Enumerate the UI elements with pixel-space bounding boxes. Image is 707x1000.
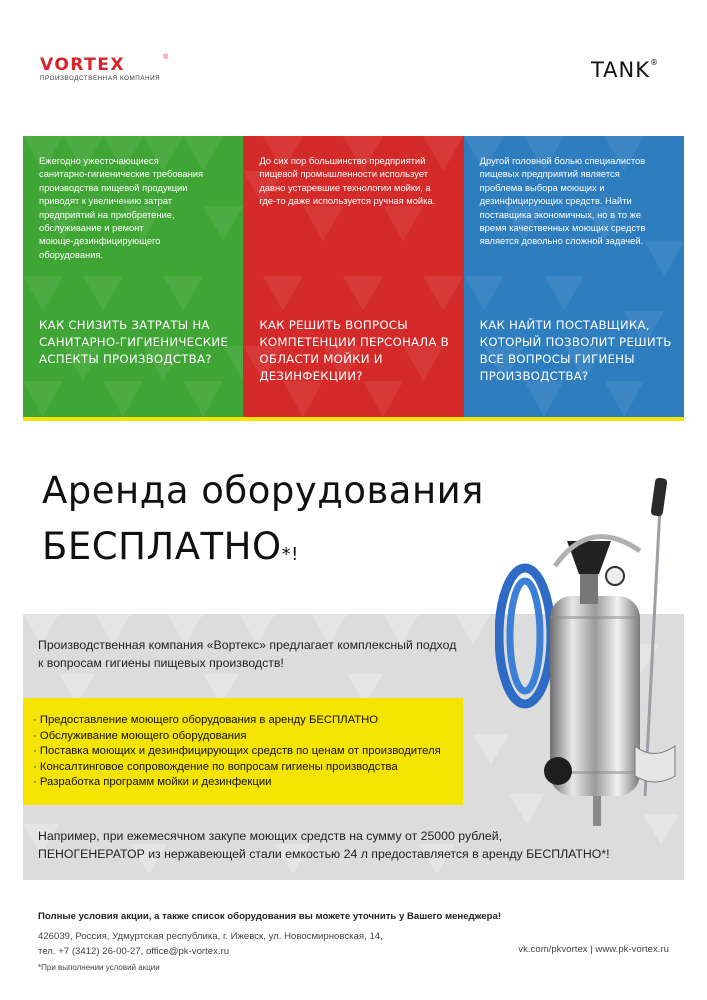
panel-competence xyxy=(243,136,463,417)
question-line: ДЕЗИНФЕКЦИИ? xyxy=(259,369,363,383)
intro-line: Производственная компания «Вортекс» предлагает комплексный подход xyxy=(38,638,457,652)
panel-competence-text xyxy=(259,154,449,208)
problem-panels xyxy=(23,136,684,417)
text-line: предприятий на приобретение, xyxy=(39,208,175,220)
text-line: Другой головной болью специалистов xyxy=(479,155,646,166)
footer-note: *При выполнении условий акции xyxy=(38,963,160,972)
panel-costs-question xyxy=(39,317,233,368)
panel-supplier-text xyxy=(480,154,670,248)
headline-line-2 xyxy=(42,519,484,575)
benefit-item: · Разработка программ мойки и дезинфекции xyxy=(33,776,272,789)
benefit-item: · Поставка моющих и дезинфицирующих средств по ценам от производителя xyxy=(33,745,441,758)
tank-reg-mark: ® xyxy=(650,58,659,67)
text-line: До сих пор большинство предприятий xyxy=(259,155,426,166)
question-line: КОМПЕТЕНЦИИ ПЕРСОНАЛА В xyxy=(259,335,449,349)
text-line: пищевой промышленности использует xyxy=(259,168,429,180)
question-line: КОТОРЫЙ ПОЗВОЛИТ РЕШИТЬ xyxy=(479,335,672,349)
vortex-logo-wordmark: VORTEX xyxy=(40,55,125,75)
question-line: ОБЛАСТИ МОЙКИ И xyxy=(259,352,383,366)
benefit-item: · Обслуживание моющего оборудования xyxy=(33,729,247,742)
text-line: поставщика экономичных, но в то же xyxy=(479,208,642,220)
text-line: является довольно сложной задачей. xyxy=(479,235,644,247)
vortex-logo-subtitle: ПРОИЗВОДСТВЕННАЯ КОМПАНИЯ xyxy=(40,75,161,82)
panel-competence-question xyxy=(259,317,453,385)
text-line: давно устаревшие технологии мойки, а xyxy=(259,181,431,193)
text-line: Ежегодно ужесточающиеся xyxy=(39,155,159,166)
text-line: время качественных моющих средств xyxy=(479,222,646,234)
text-line: оборудования. xyxy=(39,248,104,260)
vortex-logo xyxy=(40,54,169,82)
example-line: ПЕНОГЕНЕРАТОР из нержавеющей стали емкостью 24 л предоставляется в аренду БЕСПЛАТНО*! xyxy=(38,847,610,862)
text-line: где-то даже используется ручная мойка. xyxy=(259,195,436,207)
panel-costs xyxy=(23,136,243,417)
text-line: моюще-дезинфицирующего xyxy=(39,235,161,247)
example-line: Например, при ежемесячном закупе моющих средств на сумму от 25000 рублей, xyxy=(38,829,503,843)
question-line: КАК РЕШИТЬ ВОПРОСЫ xyxy=(259,318,408,332)
footer-address: 426039, Россия, Удмуртская республика, г. Ижевск, ул. Новосмирновская, 14, xyxy=(38,931,383,942)
headline-mark: *! xyxy=(281,544,299,565)
text-line: приводят к увеличению затрат xyxy=(39,195,172,207)
question-line: ПРОИЗВОДСТВА? xyxy=(479,369,589,383)
panel-supplier xyxy=(464,136,684,417)
headline-line-1: Аренда оборудования xyxy=(42,469,484,512)
footer-web-links[interactable]: vk.com/pkvortex | www.pk-vortex.ru xyxy=(518,944,669,955)
offer-intro xyxy=(38,636,456,672)
main-headline xyxy=(42,463,484,575)
foam-generator-image xyxy=(495,466,695,846)
tank-logo-wordmark: TANK xyxy=(590,58,650,82)
footer-contacts: тел. +7 (3412) 26-00-27, office@pk-vortex.ru xyxy=(38,946,230,957)
text-line: проблема выбора моющих и xyxy=(479,181,605,193)
intro-line: к вопросам гигиены пищевых производств! xyxy=(38,656,284,670)
question-line: САНИТАРНО-ГИГИЕНИЧЕСКИЕ xyxy=(39,335,229,349)
text-line: дезинфицирующих средств. Найти xyxy=(479,195,632,207)
footer-address-block xyxy=(38,929,383,959)
text-line: пищевых предприятий является xyxy=(479,168,620,180)
text-line: производства пищевой продукции xyxy=(39,181,188,193)
panel-supplier-question xyxy=(480,317,674,385)
text-line: санитарно-гигиенические требования xyxy=(39,168,204,180)
question-line: ВСЕ ВОПРОСЫ ГИГИЕНЫ xyxy=(479,352,635,366)
benefit-item: · Предоставление моющего оборудования в аренду БЕСПЛАТНО xyxy=(33,714,379,726)
benefits-list xyxy=(33,713,441,791)
benefit-item: · Консалтинговое сопровождение по вопросам гигиены производства xyxy=(33,760,398,773)
question-line: АСПЕКТЫ ПРОИЗВОДСТВА? xyxy=(39,352,212,366)
text-line: обслуживание и ремонт xyxy=(39,222,144,234)
vortex-reg-mark: ® xyxy=(163,54,169,61)
footer-conditions: Полные условия акции, а также список оборудования вы можете уточнить у Вашего менеджера! xyxy=(38,911,502,922)
question-line: КАК СНИЗИТЬ ЗАТРАТЫ НА xyxy=(39,318,210,332)
headline-free: БЕСПЛАТНО xyxy=(42,525,282,568)
question-line: КАК НАЙТИ ПОСТАВЩИКА, xyxy=(479,318,650,332)
tank-logo xyxy=(591,58,659,82)
yellow-divider xyxy=(23,417,684,421)
panel-costs-text xyxy=(39,154,229,261)
